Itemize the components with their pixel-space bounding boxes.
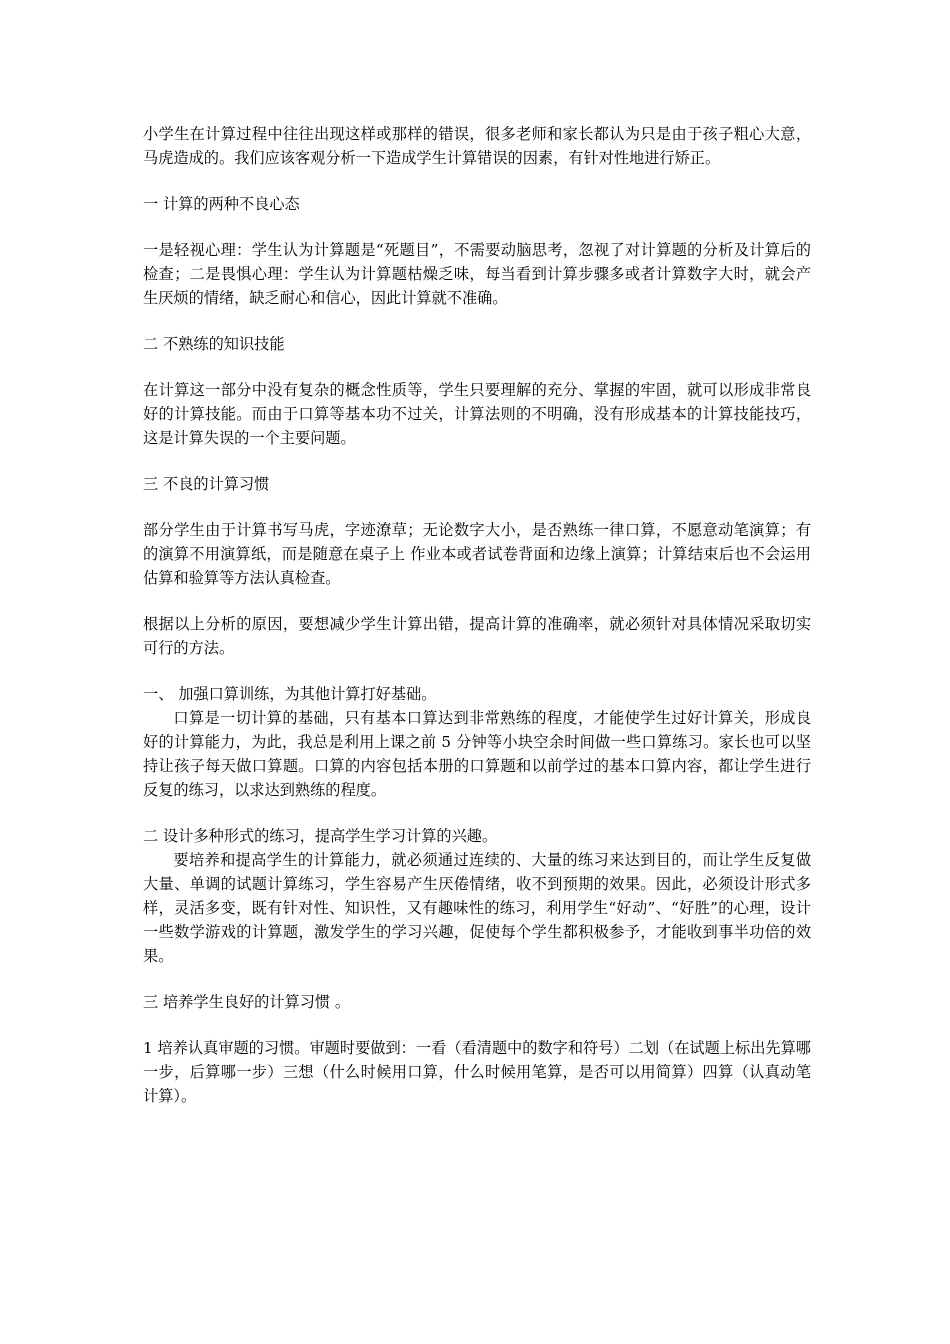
section2-heading: 二 不熟练的知识技能 (143, 335, 285, 353)
habit1-paragraph: 1 培养认真审题的习惯。审题时要做到：一看（看清题中的数字和符号）二划（在试题上标出先算哪一步，后算哪一步）三想（什么时候用口算，什么时候用笔算，是否可以用简算）四算（认真动笔计算）。 (143, 1039, 811, 1105)
intro-paragraph: 小学生在计算过程中往往出现这样或那样的错误，很多老师和家长都认为只是由于孩子粗心大意，马虎造成的。我们应该客观分析一下造成学生计算错误的因素，有针对性地进行矫正。 (143, 125, 811, 167)
method1-heading: 一、 加强口算训练，为其他计算打好基础。 (143, 685, 437, 703)
section1-paragraph: 一是轻视心理：学生认为计算题是“死题目”，不需要动脑思考，忽视了对计算题的分析及计算后的检查；二是畏惧心理：学生认为计算题枯燥乏味，每当看到计算步骤多或者计算数字大时，就会产生厌烦的情绪，缺乏耐心和信心，因此计算就不准确。 (143, 241, 811, 307)
section3-heading: 三 不良的计算习惯 (143, 475, 270, 493)
section2-paragraph: 在计算这一部分中没有复杂的概念性质等，学生只要理解的充分、掌握的牢固，就可以形成非常良好的计算技能。而由于口算等基本功不过关，计算法则的不明确，没有形成基本的计算技能技巧，这是计算失误的一个主要问题。 (143, 381, 811, 447)
method2-paragraph: 要培养和提高学生的计算能力，就必须通过连续的、大量的练习来达到目的，而让学生反复做大量、单调的试题计算练习，学生容易产生厌倦情绪，收不到预期的效果。因此，必须设计形式多样，灵活多变，既有针对性、知识性，又有趣味性的练习，利用学生“好动”、“好胜”的心理，设计一些数学游戏的计算题，激发学生的学习兴趣，促使每个学生都积极参予，才能收到事半功倍的效果。 (143, 851, 811, 965)
method1-paragraph: 口算是一切计算的基础，只有基本口算达到非常熟练的程度，才能使学生过好计算关，形成良好的计算能力，为此，我总是利用上课之前 5 分钟等小块空余时间做一些口算练习。家长也可以坚持让孩子每天做口算题。口算的内容包括本册的口算题和以前学过的基本口算内容，都让学生进行反复的练习，以求达到熟练的程度。 (143, 709, 811, 799)
method3-heading: 三 培养学生良好的计算习惯 。 (143, 993, 351, 1011)
method2-heading: 二 设计多种形式的练习，提高学生学习计算的兴趣。 (143, 827, 498, 845)
document-page (143, 122, 811, 1108)
section1-heading: 一 计算的两种不良心态 (143, 195, 300, 213)
transition-paragraph: 根据以上分析的原因，要想减少学生计算出错，提高计算的准确率，就必须针对具体情况采取切实可行的方法。 (143, 615, 811, 657)
section3-paragraph: 部分学生由于计算书写马虎，字迹潦草；无论数字大小，是否熟练一律口算，不愿意动笔演算；有的演算不用演算纸，而是随意在桌子上 作业本或者试卷背面和边缘上演算；计算结束后也不会运用估算和验算等方法认真检查。 (143, 521, 811, 587)
